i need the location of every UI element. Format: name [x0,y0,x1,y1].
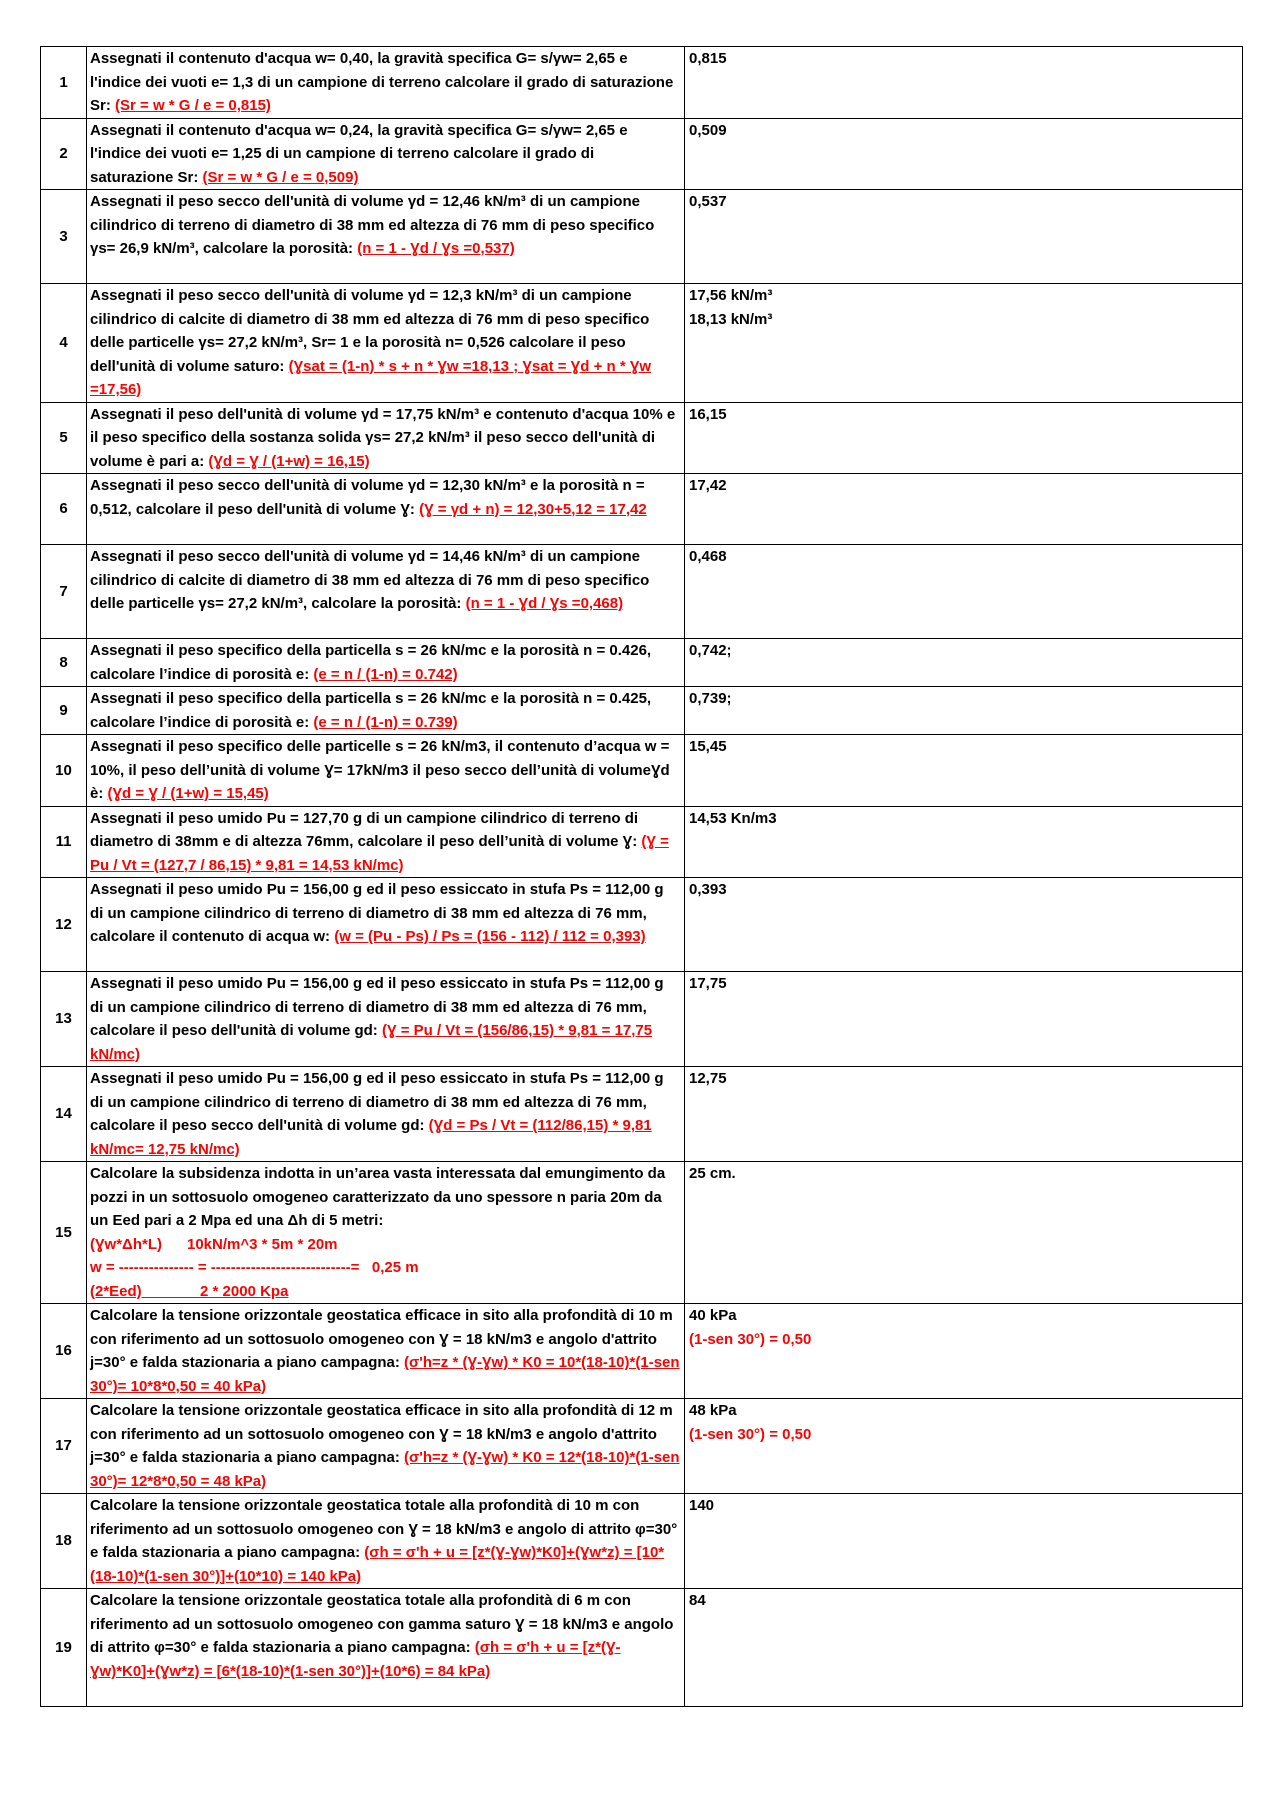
table-row [41,402,1243,474]
row-number: 1 [41,47,87,119]
table-row [41,1304,1243,1399]
answer-value: 48 kPa [689,1402,737,1419]
question-text: Calcolare la tensione orizzontale geostatica totale alla profondità di 6 m con riferimento ad un sottosuolo omogeneo con gamma saturo Ɣ = 18 kN/m3 e angolo di attrito φ=30° e falda stazionaria a piano campagna: [90,1592,674,1656]
formula-text: (Ɣd = Ɣ / (1+w) = 15,45) [107,785,269,802]
formula-text: (Ɣd = Ɣ / (1+w) = 16,15) [208,452,370,470]
answer-value: 17,56 kN/m³ [689,287,773,304]
table-row [41,1399,1243,1494]
row-number: 11 [41,806,87,878]
question-cell [87,1067,685,1162]
question-cell [87,1589,685,1707]
question-cell [87,735,685,807]
question-cell [87,639,685,687]
answer-cell [685,1067,1243,1162]
answer-cell [685,474,1243,545]
answer-cell [685,284,1243,403]
table-row [41,639,1243,687]
formula-text: (n = 1 - Ɣd / Ɣs =0,537) [357,240,515,257]
row-number: 5 [41,402,87,474]
question-text: Assegnati il peso secco dell'unità di volume γd = 12,3 kN/m³ di un campione cilindrico di calcite di diametro di 38 mm ed altezza di 76 mm di peso specifico delle particelle γs= 27,2 kN/m³, Sr= 1 e la porosità n= 0,526 calcolare il peso dell'unità di volume saturo: [90,287,650,375]
answer-value: 17,42 [689,477,727,494]
table-row [41,1067,1243,1162]
answer-value: 140 [689,1497,715,1514]
formula-text: (Ɣ = γd + n) = 12,30+5,12 = 17,42 [419,500,647,518]
row-number: 4 [41,284,87,403]
answer-cell [685,639,1243,687]
formula-text: (Ɣ = Pu / Vt = (156/86,15) * 9,81 = 17,75 kN/mc) [90,1022,653,1063]
answer-value: 0,815 [689,50,727,67]
table-row [41,545,1243,639]
row-number: 9 [41,687,87,735]
formula-text: (Ɣsat = (1-n) * s + n * Ɣw =18,13 ; Ɣsat = Ɣd + n * Ɣw =17,56) [90,357,652,398]
answer-cell [685,1589,1243,1707]
table-row [41,1589,1243,1707]
question-text: Assegnati il peso secco dell'unità di volume γd = 14,46 kN/m³ di un campione cilindrico di calcite di diametro di 38 mm ed altezza di 76 mm di peso specifico delle particelle γs= 27,2 kN/m³, calcolare la porosità: [90,548,650,612]
answer-value: 0,393 [689,881,727,898]
question-text: Assegnati il peso dell'unità di volume γd = 17,75 kN/m³ e contenuto d'acqua 10% e il peso specifico della sostanza solida γs= 27,2 kN/m³ il peso secco dell'unità di volume è pari a: [90,405,676,470]
formula-text: (Sr = w * G / e = 0,815) [115,97,271,114]
row-number: 16 [41,1304,87,1399]
table-row [41,474,1243,545]
table-row [41,1494,1243,1589]
answer-cell [685,972,1243,1067]
formula-text: (σ'h=z * (Ɣ-Ɣw) * K0 = 10*(18-10)*(1-sen 30°)= 10*8*0,50 = 40 kPa) [90,1354,680,1395]
formula-text: (e = n / (1-n) = 0.739) [313,713,458,731]
answer-cell [685,118,1243,190]
formula-text: (σh = σ'h + u = [z*(Ɣ-Ɣw)*K0]+(Ɣw*z) = [10*(18-10)*(1-sen 30°)]+(10*10) = 140 kPa) [90,1544,665,1585]
question-cell [87,878,685,972]
question-text: Assegnati il peso secco dell'unità di volume γd = 12,30 kN/m³ e la porosità n = 0,512, calcolare il peso dell'unità di volume Ɣ: [90,477,645,518]
table-row [41,47,1243,119]
table-row [41,190,1243,284]
question-cell [87,284,685,403]
table-row [41,687,1243,735]
table-row [41,878,1243,972]
answer-cell [685,878,1243,972]
question-cell [87,1494,685,1589]
question-cell [87,474,685,545]
question-cell [87,118,685,190]
question-text: Calcolare la subsidenza indotta in un’area vasta interessata dal emungimento da pozzi in un sottosuolo omogeneo caratterizzato da uno spessore n paria 20m da un Eed pari a 2 Mpa ed una Δh di 5 metri: [90,1165,666,1229]
question-text: Assegnati il contenuto d'acqua w= 0,40, la gravità specifica G= s/γw= 2,65 e l'indice dei vuoti e= 1,3 di un campione di terreno calcolare il grado di saturazione Sr: [90,50,674,114]
formula-text: (Sr = w * G / e = 0,509) [202,168,359,186]
answer-value: 84 [689,1592,706,1609]
answer-value: 18,13 kN/m³ [689,310,773,328]
answer-cell [685,47,1243,119]
answer-value: 0,739; [689,690,732,707]
row-number: 10 [41,735,87,807]
formula-text: (σ'h=z * (Ɣ-Ɣw) * K0 = 12*(18-10)*(1-sen 30°)= 12*8*0,50 = 48 kPa) [90,1449,680,1490]
row-number: 3 [41,190,87,284]
answer-cell [685,687,1243,735]
answer-formula: (1-sen 30°) = 0,50 [689,1330,812,1348]
answer-value: 0,509 [689,121,727,139]
table-row [41,1162,1243,1304]
answer-cell [685,190,1243,284]
question-cell [87,402,685,474]
question-text: Assegnati il peso umido Pu = 127,70 g di un campione cilindrico di terreno di diametro di 38mm e di altezza 76mm, calcolare il peso dell’unità di volume Ɣ: [90,809,639,850]
answer-value: 0,742; [689,642,732,659]
formula-text: (n = 1 - Ɣd / Ɣs =0,468) [465,595,624,612]
row-number: 8 [41,639,87,687]
formula-text: (Ɣ = Pu / Vt = (127,7 / 86,15) * 9,81 = 14,53 kN/mc) [90,833,669,874]
answer-cell [685,1399,1243,1494]
table-row [41,735,1243,807]
exercise-table-body [41,47,1243,1707]
formula-line: (Ɣw*Δh*L) 10kN/m^3 * 5m * 20m [90,1235,338,1253]
question-text: Assegnati il peso specifico della particella s = 26 kN/mc e la porosità n = 0.425, calcolare l’indice di porosità e: [90,690,652,731]
row-number: 6 [41,474,87,545]
answer-cell [685,545,1243,639]
question-cell [87,972,685,1067]
formula-line: w = --------------- = ----------------------------= 0,25 m [90,1259,419,1276]
question-text: Assegnati il peso umido Pu = 156,00 g ed il peso essiccato in stufa Ps = 112,00 g di un campione cilindrico di terreno di diametro di 38 mm ed altezza di 76 mm, calcolare il peso secco dell'unità di volume gd: [90,1070,664,1134]
formula-text: (Ɣd = Ps / Vt = (112/86,15) * 9,81 kN/mc= 12,75 kN/mc) [90,1117,652,1158]
question-text: Calcolare la tensione orizzontale geostatica totale alla profondità di 10 m con riferimento ad un sottosuolo omogeneo con Ɣ = 18 kN/m3 e angolo di attrito φ=30° e falda stazionaria a piano campagna: [90,1497,678,1561]
row-number: 17 [41,1399,87,1494]
row-number: 14 [41,1067,87,1162]
row-number: 15 [41,1162,87,1304]
question-text: Assegnati il peso umido Pu = 156,00 g ed il peso essiccato in stufa Ps = 112,00 g di un campione cilindrico di terreno di diametro di 38 mm ed altezza di 76 mm, calcolare il contenuto di acqua w: [90,881,664,945]
answer-value: 40 kPa [689,1307,737,1324]
table-row [41,118,1243,190]
question-text: Calcolare la tensione orizzontale geostatica efficace in sito alla profondità di 10 m con riferimento ad un sottosuolo omogeneo con Ɣ = 18 kN/m3 e angolo d'attrito j=30° e falda stazionaria a piano campagna: [90,1307,673,1371]
answer-cell [685,402,1243,474]
answer-cell [685,1304,1243,1399]
answer-cell [685,1494,1243,1589]
formula-text: (w = (Pu - Ps) / Ps = (156 - 112) / 112 = 0,393) [334,928,646,945]
question-text: Assegnati il peso specifico delle particelle s = 26 kN/m3, il contenuto d’acqua w = 10%, il peso dell’unità di volume Ɣ= 17kN/m3 il peso secco dell’unità di volumeƔd è: [90,738,670,802]
question-cell [87,806,685,878]
row-number: 12 [41,878,87,972]
formula-text: (σh = σ'h + u = [z*(Ɣ-Ɣw)*K0]+(Ɣw*z) = [6*(18-10)*(1-sen 30°)]+(10*6) = 84 kPa) [90,1639,621,1680]
answer-value: 0,468 [689,548,727,565]
question-text: Assegnati il contenuto d'acqua w= 0,24, la gravità specifica G= s/γw= 2,65 e l'indice dei vuoti e= 1,25 di un campione di terreno calcolare il grado di saturazione Sr: [90,121,628,186]
table-row [41,806,1243,878]
answer-value: 14,53 Kn/m3 [689,809,777,827]
answer-value: 16,15 [689,405,727,423]
answer-cell [685,1162,1243,1304]
question-cell [87,190,685,284]
question-text: Assegnati il peso umido Pu = 156,00 g ed il peso essiccato in stufa Ps = 112,00 g di un campione cilindrico di terreno di diametro di 38 mm ed altezza di 76 mm, calcolare il peso dell'unità di volume gd: [90,975,664,1039]
answer-value: 17,75 [689,975,727,992]
question-cell [87,47,685,119]
formula-line: (2*Eed) 2 * 2000 Kpa [90,1282,289,1300]
question-cell [87,1162,685,1304]
row-number: 7 [41,545,87,639]
question-cell [87,687,685,735]
question-text: Calcolare la tensione orizzontale geostatica efficace in sito alla profondità di 12 m con riferimento ad un sottosuolo omogeneo con Ɣ = 18 kN/m3 e angolo d'attrito j=30° e falda stazionaria a piano campagna: [90,1402,673,1466]
answer-value: 0,537 [689,193,727,210]
question-text: Assegnati il peso secco dell'unità di volume γd = 12,46 kN/m³ di un campione cilindrico di terreno di diametro di 38 mm ed altezza di 76 mm di peso specifico γs= 26,9 kN/m³, calcolare la porosità: [90,193,655,257]
question-cell [87,1304,685,1399]
row-number: 2 [41,118,87,190]
answer-cell [685,806,1243,878]
answer-value: 15,45 [689,738,727,755]
row-number: 18 [41,1494,87,1589]
answer-value: 12,75 [689,1070,727,1087]
answer-formula: (1-sen 30°) = 0,50 [689,1425,812,1443]
formula-text: (e = n / (1-n) = 0.742) [313,665,458,683]
row-number: 19 [41,1589,87,1707]
row-number: 13 [41,972,87,1067]
question-cell [87,545,685,639]
question-text: Assegnati il peso specifico della particella s = 26 kN/mc e la porosità n = 0.426, calcolare l’indice di porosità e: [90,642,652,683]
question-cell [87,1399,685,1494]
answer-cell [685,735,1243,807]
exercise-table [40,46,1243,1707]
table-row [41,284,1243,403]
answer-value: 25 cm. [689,1165,736,1182]
table-row [41,972,1243,1067]
